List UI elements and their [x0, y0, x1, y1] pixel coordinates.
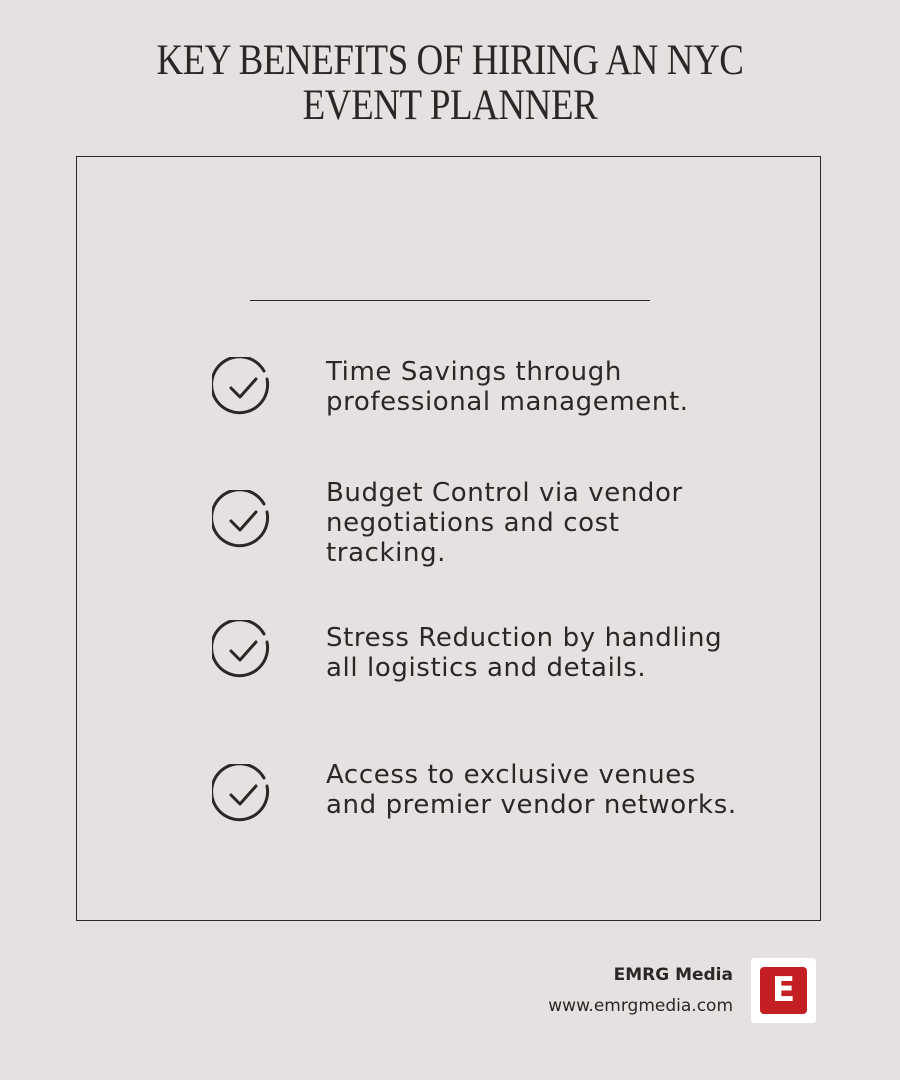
emrg-logo [751, 958, 816, 1023]
check-circle-icon [212, 620, 274, 682]
title-line-2: EVENT PLANNER [302, 82, 598, 129]
check-circle-icon [212, 357, 274, 419]
benefit-text: Access to exclusive venues and premier vendor networks. [326, 760, 737, 820]
logo-letter-e-icon: E [760, 967, 807, 1014]
title-line-1: KEY BENEFITS OF HIRING AN NYC [156, 37, 744, 84]
benefit-text: Time Savings through professional management. [326, 357, 689, 417]
page-title [63, 38, 837, 128]
divider-line [250, 300, 650, 301]
brand-name: EMRG Media [613, 965, 733, 985]
benefit-text: Stress Reduction by handling all logistics and details. [326, 623, 723, 683]
benefit-text: Budget Control via vendor negotiations and cost tracking. [326, 478, 683, 568]
check-circle-icon [212, 764, 274, 826]
brand-url[interactable]: www.emrgmedia.com [548, 996, 733, 1016]
check-circle-icon [212, 490, 274, 552]
